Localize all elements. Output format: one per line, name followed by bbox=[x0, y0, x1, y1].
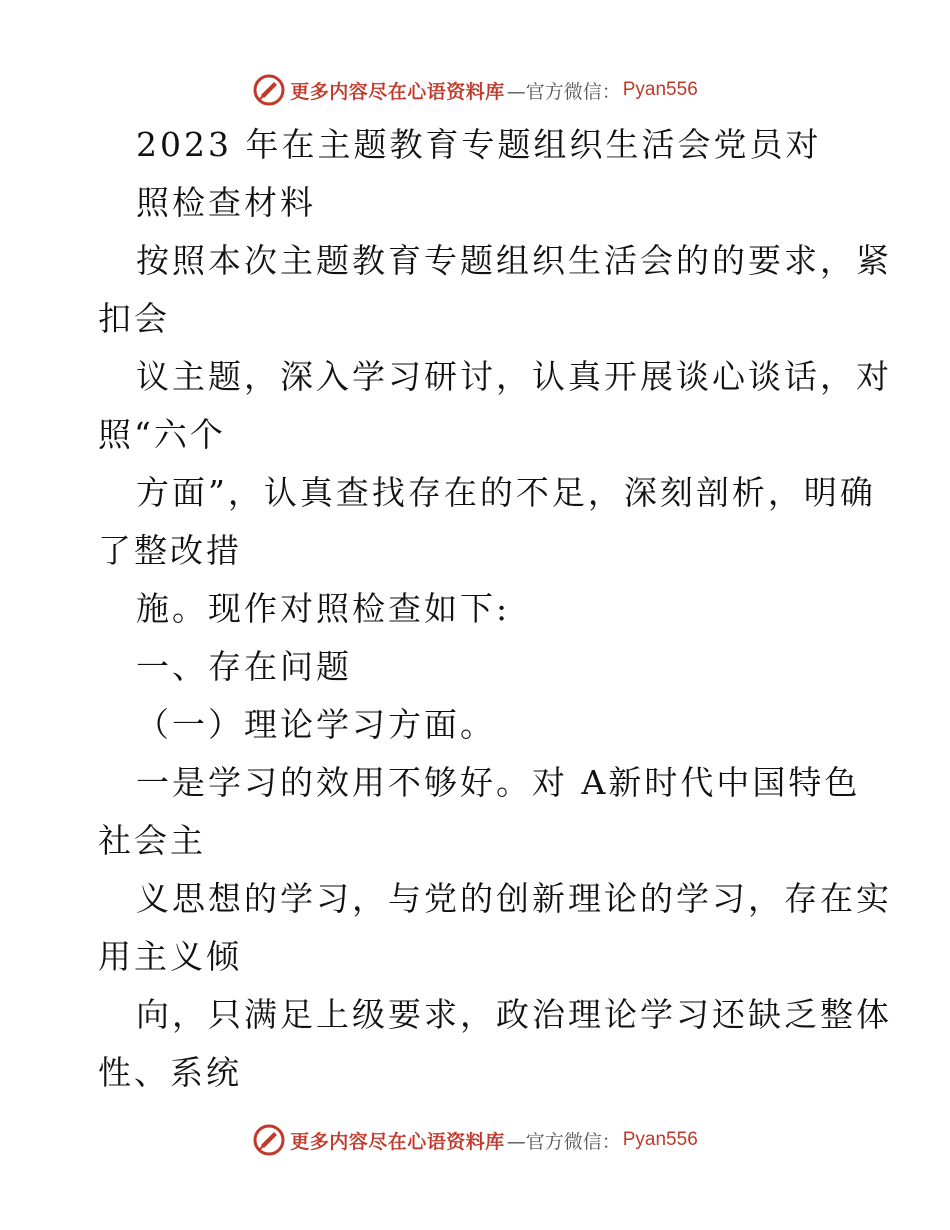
doc-line: （一）理论学习方面。 bbox=[136, 705, 496, 744]
doc-line: 按照本次主题教育专题组织生活会的的要求，紧 bbox=[136, 241, 892, 280]
doc-line: 施。现作对照检查如下: bbox=[136, 589, 511, 628]
doc-line: 方面”，认真查找存在的不足，深刻剖析，明确 bbox=[136, 473, 876, 512]
doc-line: 2023 年在主题教育专题组织生活会党员对 bbox=[136, 125, 822, 164]
doc-line: 社会主 bbox=[98, 821, 206, 860]
doc-line: 一、存在问题 bbox=[136, 647, 352, 686]
brand-logo-icon bbox=[252, 73, 286, 107]
doc-line: 性、系统 bbox=[98, 1053, 242, 1092]
watermark-brand: 更多内容尽在心语资料库 bbox=[290, 80, 505, 103]
doc-line: 扣会 bbox=[98, 299, 170, 338]
watermark-separator: —官方微信： bbox=[506, 1130, 621, 1153]
doc-line: 义思想的学习，与党的创新理论的学习，存在实 bbox=[136, 879, 892, 918]
watermark-wechat: Pyan556 bbox=[622, 1129, 698, 1150]
doc-line: 照“六个 bbox=[98, 415, 226, 454]
document-body bbox=[98, 116, 892, 1102]
doc-line: 照检查材料 bbox=[136, 183, 316, 222]
doc-line: 了整改措 bbox=[98, 531, 242, 570]
doc-line: 一是学习的效用不够好。对 A新时代中国特色 bbox=[136, 763, 861, 802]
doc-line: 用主义倾 bbox=[98, 937, 242, 976]
header-watermark bbox=[0, 72, 950, 108]
watermark-separator: —官方微信： bbox=[506, 80, 621, 103]
brand-logo-icon bbox=[252, 1123, 286, 1157]
doc-line: 向，只满足上级要求，政治理论学习还缺乏整体 bbox=[136, 995, 892, 1034]
watermark-wechat: Pyan556 bbox=[622, 79, 698, 100]
watermark-brand: 更多内容尽在心语资料库 bbox=[290, 1130, 505, 1153]
doc-line: 议主题，深入学习研讨，认真开展谈心谈话，对 bbox=[136, 357, 892, 396]
footer-watermark bbox=[0, 1122, 950, 1158]
